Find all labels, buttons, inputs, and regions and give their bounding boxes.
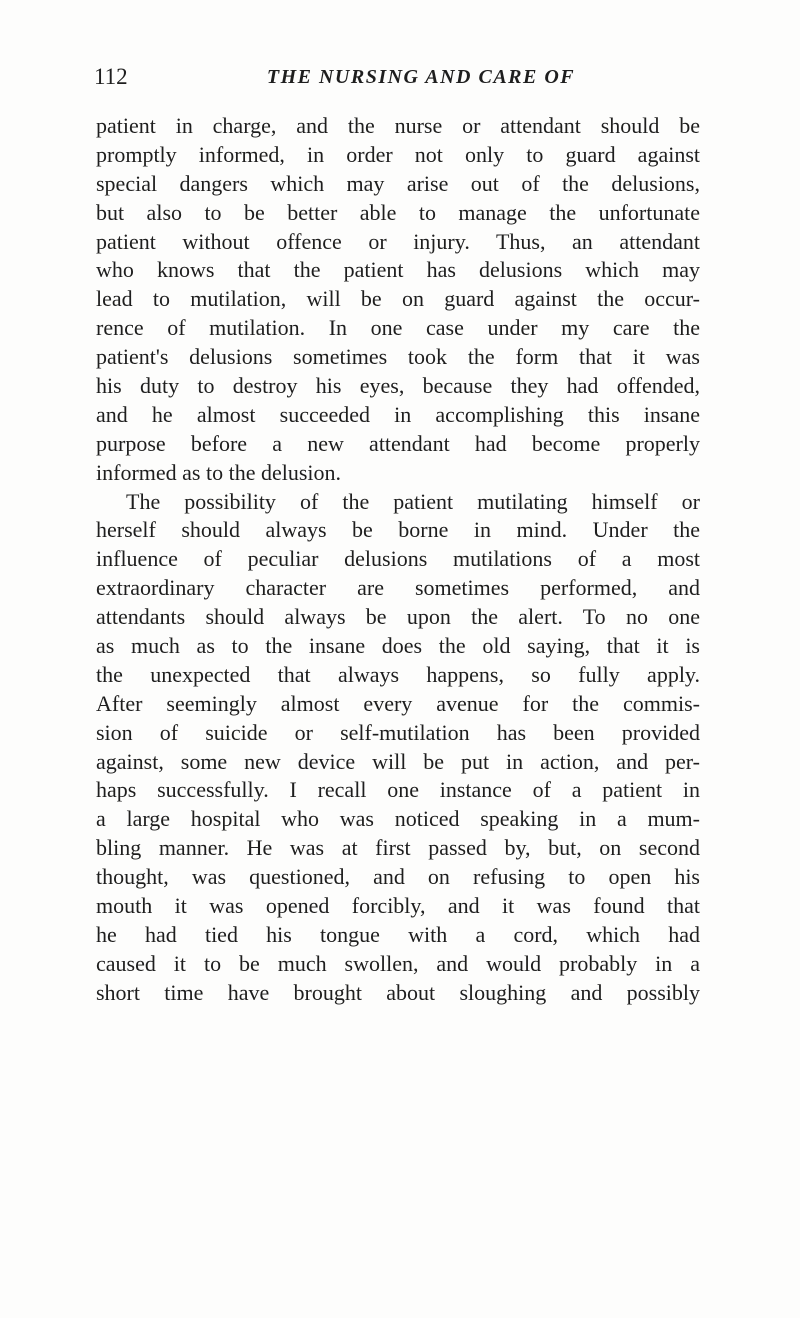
text-line: attendants should always be upon the alert. To no one xyxy=(96,604,700,630)
text-line: caused it to be much swollen, and would probably in a xyxy=(96,950,700,976)
text-line: purpose before a new attendant had become properly xyxy=(96,430,700,456)
body-text xyxy=(96,112,700,1008)
text-line: After seemingly almost every avenue for the commis- xyxy=(96,690,700,716)
text-line: promptly informed, in order not only to guard against xyxy=(96,141,700,167)
paragraph-start-line: The possibility of the patient mutilating himself or xyxy=(126,488,700,514)
text-line: and he almost succeeded in accomplishing this insane xyxy=(96,401,700,427)
text-line: special dangers which may arise out of the delusions, xyxy=(96,170,700,196)
text-line: rence of mutilation. In one case under my care the xyxy=(96,315,700,341)
text-line: as much as to the insane does the old saying, that it is xyxy=(96,633,700,659)
text-line: against, some new device will be put in action, and per- xyxy=(96,748,700,774)
running-head xyxy=(94,62,694,92)
text-line: sion of suicide or self-mutilation has been provided xyxy=(96,719,700,745)
text-line: but also to be better able to manage the unfortunate xyxy=(96,199,700,225)
text-line: who knows that the patient has delusions which may xyxy=(96,257,700,283)
text-line: patient's delusions sometimes took the form that it was xyxy=(96,344,700,370)
text-line: short time have brought about sloughing and possibly xyxy=(96,979,700,1005)
text-line: influence of peculiar delusions mutilations of a most xyxy=(96,546,700,572)
text-line: patient without offence or injury. Thus, an attendant xyxy=(96,228,700,254)
text-line: haps successfully. I recall one instance of a patient in xyxy=(96,777,700,803)
text-line: patient in charge, and the nurse or attendant should be xyxy=(96,113,700,138)
text-line: extraordinary character are sometimes performed, and xyxy=(96,575,700,601)
text-line: a large hospital who was noticed speaking in a mum- xyxy=(96,806,700,832)
text-line: he had tied his tongue with a cord, which had xyxy=(96,921,700,947)
paragraph-end-line: informed as to the delusion. xyxy=(96,459,342,485)
text-line: bling manner. He was at first passed by, but, on second xyxy=(96,835,700,861)
text-line: lead to mutilation, will be on guard against the occur- xyxy=(96,286,700,312)
running-title: THE NURSING AND CARE OF xyxy=(266,66,576,88)
text-line: thought, was questioned, and on refusing to open his xyxy=(96,864,700,890)
text-line: herself should always be borne in mind. Under the xyxy=(96,517,700,543)
text-line: his duty to destroy his eyes, because they had offended, xyxy=(96,373,700,399)
text-line: mouth it was opened forcibly, and it was found that xyxy=(96,893,700,919)
page-number: 112 xyxy=(94,64,128,89)
text-line: the unexpected that always happens, so fully apply. xyxy=(96,661,700,687)
